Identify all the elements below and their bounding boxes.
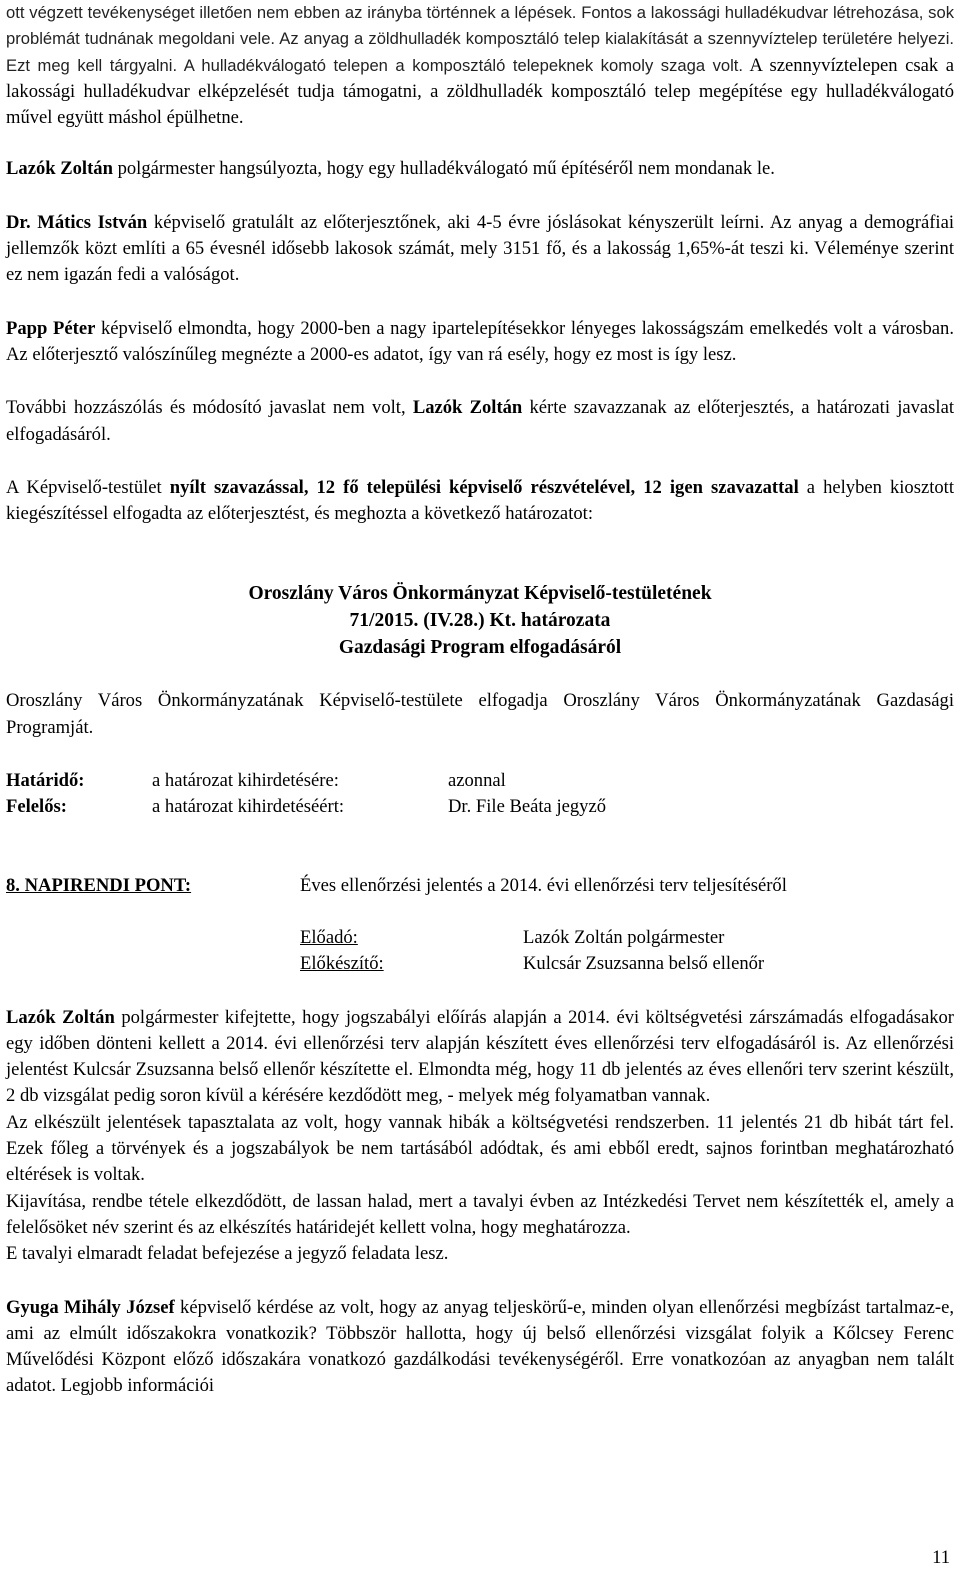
resolution-title-2: 71/2015. (IV.28.) Kt. határozata <box>349 610 611 632</box>
intro-sans-text-2: Az anyag a zöldhulladék komposztáló telep kialakítását a szennyvíztelep területére helyezi. Ezt meg kell tárgyalni. A hulladékválogató telepen a komposztáló telepeknek komoly szaga volt. <box>6 29 954 75</box>
presenter-label: Előadó: <box>300 926 358 948</box>
agenda-title: Éves ellenőrzési jelentés a 2014. évi ellenőrzési terv teljesítéséről <box>300 874 787 896</box>
paragraph-tovabbi <box>6 395 954 448</box>
paragraph-text: a helyben kiosztott kiegészítéssel elfogadta az előterjesztést, és meghozta a következő határozatot: <box>6 476 955 525</box>
preparer-label: Előkészítő: <box>300 953 384 975</box>
preparer-value: Kulcsár Zsuzsanna belső ellenőr <box>523 953 765 975</box>
intro-sans-text: ott végzett tevékenységet illetően nem ebben az irányba történnek a lépések. Fontos a lakossági hulladékudvar létrehozása, sok problémát tudnának megoldani vele. <box>6 3 954 49</box>
deadline-desc: a határozat kihirdetésére: <box>152 770 339 792</box>
speaker-name: Gyuga Mihály József <box>6 1296 175 1318</box>
paragraph-lazok-2 <box>6 1005 954 1110</box>
deadline-label: Határidő: <box>6 770 85 792</box>
resolution-title-3: Gazdasági Program elfogadásáról <box>338 637 622 659</box>
resolution-body: Oroszlány Város Önkormányzatának Képviselő-testülete elfogadja Oroszlány Város Önkormányzatának Gazdasági Programját. <box>6 690 954 738</box>
speaker-name: Lazók Zoltán <box>6 158 113 180</box>
paragraph-text: További hozzászólás és módosító javaslat nem volt, <box>6 397 413 419</box>
paragraph-text: képviselő kérdése az volt, hogy az anyag teljeskörű-e, minden olyan ellenőrzési megbízást tartalmaz-e, ami az elmúlt időszakokra vonatkozik? Többször hallotta, hogy új belső ellenőrzési vizsgálat folyik a Kőlcsey Ferenc Művelődési Központ előző időszakára vonatkozó gazdálkodási tevékenységéről. Erre vonatkozóan az anyagban nem talált adatot. Legjobb információi <box>6 1296 954 1397</box>
speaker-name: Lazók Zoltán <box>412 397 523 419</box>
paragraph-etavalyi: E tavalyi elmaradt feladat befejezése a jegyző feladata lesz. <box>6 1243 449 1265</box>
agenda-item <box>6 873 954 899</box>
vote-result: nyílt szavazással, 12 fő települési képviselő részvételével, 12 igen szavazattal <box>169 476 799 498</box>
presenter-row <box>6 925 954 951</box>
speaker-name: Dr. Mátics István <box>6 211 148 233</box>
responsible-value: Dr. File Beáta jegyző <box>448 796 607 818</box>
speaker-name: Lazók Zoltán <box>6 1006 115 1028</box>
paragraph-papp <box>6 316 954 369</box>
paragraph-kijavitas: Kijavítása, rendbe tétele elkezdődött, de lassan halad, mert a tavalyi évben az Intézkedési Tervet nem készítették el, amely a felelősöket név szerint és az elkészítés határidejét kellett volna, hogy meghatározza. <box>6 1190 954 1238</box>
intro-paragraph <box>6 0 954 131</box>
resolution-responsible-row <box>6 794 954 820</box>
presenter-value: Lazók Zoltán polgármester <box>523 926 725 948</box>
paragraph-text: képviselő gratulált az előterjesztőnek, aki 4-5 évre jóslásokat kényszerült leírni. Az anyag a demográfiai jellemzők közt említi a 65 évesnél idősebb lakosok számát, mely 3151 fő, és a lakosság 1,65%-át teszi ki. Véleménye szerint ez nem igazán fedi a valóságot. <box>6 211 955 286</box>
resolution-title-1: Oroszlány Város Önkormányzat Képviselő-testületének <box>248 583 712 605</box>
speaker-name: Papp Péter <box>6 317 96 339</box>
paragraph-elkeszult: Az elkészült jelentések tapasztalata az volt, hogy vannak hibák a költségvetési rendszerben. 11 jelentés 21 db hibát tárt fel. Ezek főleg a törvények és a jogszabályok be nem tartásából adódtak, és ami ebből eredt, sajnos forintban meghatározható eltérések is voltak. <box>6 1111 954 1186</box>
paragraph-text: A Képviselő-testület <box>6 476 170 498</box>
paragraph-vote <box>6 475 954 528</box>
deadline-value: azonnal <box>448 770 506 792</box>
paragraph-text: kérte szavazzanak az előterjesztés, a határozati javaslat elfogadásáról. <box>6 397 954 445</box>
paragraph-lazok-1 <box>6 156 954 182</box>
paragraph-text: polgármester kifejtette, hogy jogszabályi előírás alapján a 2014. évi költségvetési zárszámadás elfogadásakor egy időben dönteni kellett a 2014. évi ellenőrzési terv alapján készített éves ellenőrzési terv elfogadásáról is. Az ellenőrzési jelentést Kulcsár Zsuzsanna belső ellenőr készítette el. Elmondta még, hogy 11 db jelentés az éves ellenőri terv szerint készült, 2 db vizsgálat pedig soron kívül a kérésére kezdődött meg, - melyek még folyamatban vannak. <box>6 1006 955 1107</box>
preparer-row <box>6 951 954 977</box>
responsible-label: Felelős: <box>6 796 67 818</box>
resolution-deadline-row <box>6 768 954 794</box>
paragraph-matics <box>6 210 954 289</box>
page-number: 11 <box>932 1546 950 1568</box>
intro-serif-text: A szennyvíztelepen csak a lakossági hulladékudvar elképzelését tudja támogatni, a zöldhulladék komposztáló telep megépítése egy hulladékválogató művel együtt máshol épülhetne. <box>6 54 954 129</box>
paragraph-text: polgármester hangsúlyozta, hogy egy hulladékválogató mű építéséről nem mondanak le. <box>112 158 775 180</box>
document-page <box>6 0 954 1400</box>
paragraph-text: képviselő elmondta, hogy 2000-ben a nagy ipartelepítésekkor lényeges lakosságszám emelkedés volt a városban. Az előterjesztő valószínűleg megnézte a 2000-es adatot, így van rá esély, hogy ez most is így lesz. <box>6 317 954 365</box>
responsible-desc: a határozat kihirdetéséért: <box>152 796 345 818</box>
paragraph-gyuga <box>6 1295 954 1400</box>
agenda-label: 8. NAPIRENDI PONT: <box>6 874 192 896</box>
